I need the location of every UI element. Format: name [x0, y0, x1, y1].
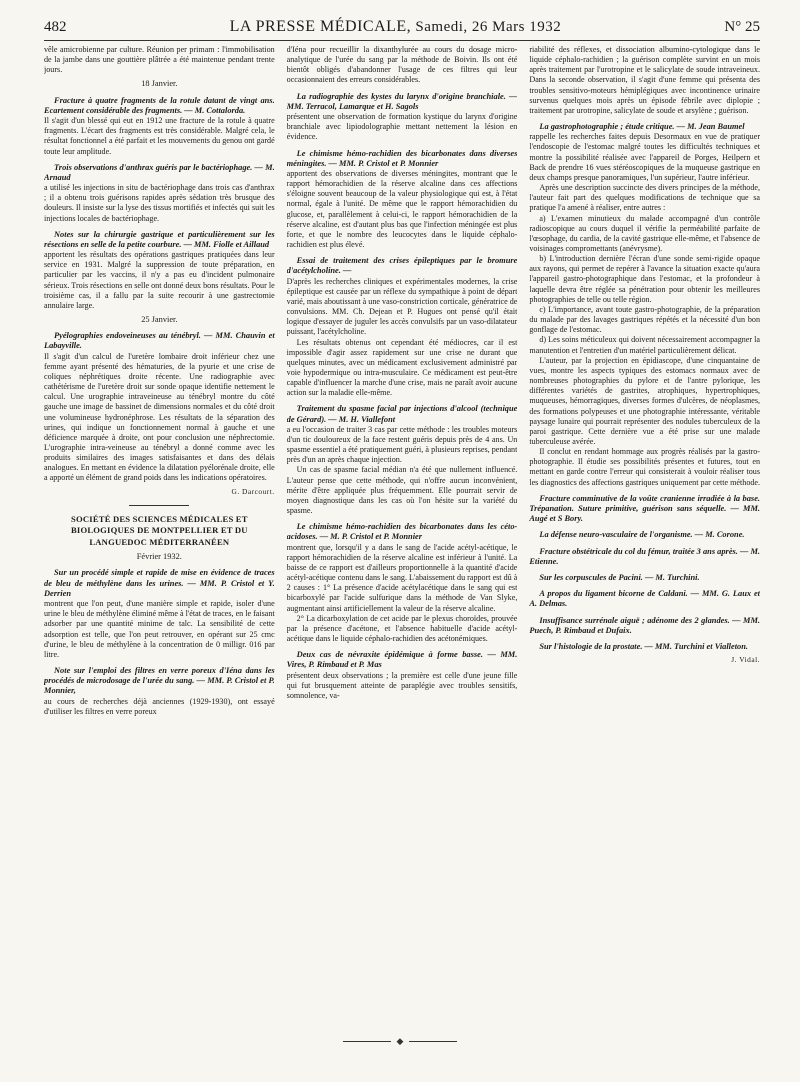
article-body: Après une description succincte des divers principes de la méthode, l'auteur fait part des quelques modifications de technique que sa pratique l'a amené à réaliser, entre autres : — [529, 183, 761, 213]
article-title: Fracture obstétricale du col du fémur, traitée 3 ans après. — M. Etienne. — [529, 546, 761, 566]
article-title: La défense neuro-vasculaire de l'organisme. — M. Corone. — [539, 530, 745, 540]
article — [44, 331, 275, 483]
article-title: Sur l'histologie de la prostate. — MM. Turchini et Vialleton. — [539, 642, 748, 651]
article-title: Fracture comminutive de la voûte cranienne irradiée à la base. Trépanation. Suture primitive, guérison sans séquelle. — MM. Augé et S Bory. — [529, 493, 761, 524]
article-title: Pyélographies endoveineuses au ténébryl. — MM. Chauvin et Labayville. — [44, 331, 275, 351]
article-body: rappelle les recherches faites depuis Desormaux en vue de pratiquer l'endoscopie de l'estomac malgré toutes les difficultés techniques et montre la possibilité réalisée avec l'appareil de Porges, Heilpern et Back de prendre 16 vues stéréoscopiques de la muqueuse gastrique en deux champs presque panoramiques, l'un supérieur, l'autre inférieur. — [529, 132, 761, 182]
article-body: L'auteur, par la projection en épidiascope, d'une cinquantaine de vues, montre les aspects typiques des estomacs normaux avec de nombreuses photographies du pylore et de l'antre pylorique, les différentes variétés de gastrites, atrophiques, hypertrophiques, muqueuses, hémorragiques, diverses formes d'ulcères, de néoplasmes, des formations polypeuses et une photographie intéressante, véritable paysage lunaire qui pourrait représenter des nodules tuberculeux de la paroi gastrique. Cette dernière vue a été prise sur une malade tuberculeuse avérée. — [529, 355, 761, 446]
article — [287, 149, 518, 251]
article-body: Un cas de spasme facial médian n'a été que nullement influencé. L'auteur pense que cette méthode, qui n'offre aucun inconvénient, mérite d'être appliquée plus fréquemment. Elle pourrait servir de moyen diagnostique dans les cas où l'on hésite sur la variété du spasme. — [286, 465, 518, 516]
author-signature: J. Vidal. — [731, 655, 761, 665]
ornament-icon: ◆ — [396, 1036, 404, 1046]
article-title: Sur un procédé simple et rapide de mise en évidence de traces de bleu de méthylène dans les urines. — MM. P. Cristol et Y. Derrien — [44, 568, 275, 598]
article — [287, 650, 518, 701]
column-1 — [44, 45, 275, 1055]
section-divider — [129, 505, 189, 506]
list-item: d) Les soins méticuleux qui doivent nécessairement accompagner la manutention et l'entretien d'un matériel particulièrement délicat. — [529, 335, 761, 355]
article — [287, 92, 518, 143]
issue-date: Samedi, 26 Mars 1932 — [415, 19, 562, 35]
session-date: Février 1932. — [136, 552, 182, 562]
article-title: Note sur l'emploi des filtres en verre poreux d'Iéna dans les procédés de microdosage de l'urée du sang. — MM. P. Cristol et P. Monnier, — [44, 665, 275, 696]
paragraph: vêle amicrobienne par culture. Réunion per primam : l'immobilisation de la jambe dans une gouttière plâtrée a été maintenue pendant trente jours. — [44, 45, 275, 75]
author-signature: G. Darcourt. — [231, 486, 275, 496]
divider-line — [343, 1041, 391, 1042]
article — [44, 96, 275, 157]
page-header — [44, 18, 760, 41]
article-title: La gastrophotographie ; étude critique. — M. Jean Baumel — [539, 122, 745, 132]
text-columns — [44, 45, 760, 1055]
article-title: Essai de traitement des crises épileptiques par le bromure d'acétylcholine. — — [286, 256, 518, 276]
article — [44, 568, 275, 660]
article-body: Les résultats obtenus ont cependant été médiocres, car il est impossible d'agir assez rapidement sur une crise ne durant que quelques minutes, avec un médicament exclusivement administré par voie hypodermique ou intra-musculaire. Ce médicament est peut-être capable d'influencer la marche d'une crise, mais ne paraît avoir aucune action sur la maladie elle-même. — [286, 337, 518, 398]
article-body: a eu l'occasion de traiter 3 cas par cette méthode : les troubles moteurs d'un tic douloureux de la face restent guéris depuis près de 4 ans. Un spasme essentiel a été pratiquement guéri, à plusieurs reprises, pendant près d'un an après chaque injection. — [286, 424, 518, 465]
article — [287, 404, 518, 516]
article-body: D'après les recherches cliniques et expérimentales modernes, la crise épileptique est causée par un réflexe du sympathique à point de départ varié, mais aboutissant à une vaso-constriction corticale, génératrice de convulsions. MM. Ch. Dejean et P. Hugues ont pensé qu'il était logique d'essayer de juguler les accès convulsifs par un vaso-dilatateur puissant, l'acétylcholine. — [286, 276, 518, 337]
article-title: Trois observations d'anthrax guéris par le bactériophage. — M. Arnaud — [44, 162, 275, 182]
column-3 — [529, 45, 760, 1055]
end-of-section-mark — [0, 1036, 800, 1047]
article-title: Sur les corpuscules de Pacini. — M. Turchini. — [539, 572, 700, 582]
article — [529, 122, 760, 488]
journal-masthead — [230, 18, 562, 36]
article-body: apportent les résultats des opérations gastriques pratiquées dans leur service en 1931. Malgré la suppression de toute préparation, en particulier par les vaccins, il n'y a pas eu d'incident pulmonaire sérieux. Trois résections en selle ont donné deux bons résultats. Pour le troisième cas, il a fallu par la suite recourir à une gastrectomie annulaire large. — [44, 250, 275, 310]
divider-line — [409, 1041, 457, 1042]
journal-name: LA PRESSE MÉDICALE, — [229, 18, 412, 35]
article — [44, 666, 275, 717]
issue-number: N° 25 — [724, 19, 760, 35]
article-body: a utilisé les injections in situ de bactériophage dans trois cas d'anthrax ; il a obtenu trois guérisons rapides après sédation très brusque des douleurs. Il insiste sur la lyse des tissus mortifiés et infectés qui suit les injections locales de bactériophage. — [44, 183, 275, 223]
article-title: La radiographie des kystes du larynx d'origine branchiale. — MM. Terracol, Lamarque et H. Sagols — [286, 91, 518, 111]
list-item: b) L'introduction dernière l'écran d'une sonde semi-rigide opaque aux rayons, qui permet de repérer à l'avance la situation exacte qu'aura l'appareil gastro-photographique dans l'estomac, et la profondeur à laquelle devra être réglée sa pénétration pour obtenir les meilleures photographies de telle ou telle région. — [529, 254, 761, 304]
article-title: Le chimisme hémo-rachidien des bicarbonates dans les céto-acidoses. — M. P. Cristol et P. Monnier — [286, 522, 518, 542]
article-title: Deux cas de névraxite épidémique à forme basse. — MM. Vires, P. Rimbaud et P. Mas — [286, 650, 518, 670]
article — [287, 256, 518, 398]
session-date: 18 Janvier. — [141, 79, 178, 89]
article-title: A propos du ligament bicorne de Caldani. — MM. G. Laux et A. Delmas. — [529, 589, 761, 609]
article-title: Le chimisme hémo-rachidien des bicarbonates dans diverses méningites. — MM. P. Cristol et P. Monnier — [286, 148, 518, 168]
paragraph: d'Iéna pour recueillir la dixanthylurée au cours du dosage micro-analytique de l'urée du sang par la méthode de Boivin. Ils ont été bientôt obligés d'abandonner l'usage de ces filtres qui leur occasionnaient des erreurs considérables. — [286, 45, 518, 85]
page-number: 482 — [44, 19, 67, 35]
article — [44, 163, 275, 224]
article-body: présentent une observation de formation kystique du larynx d'origine branchiale avec lipiodolographie mettant nettement la lésion en évidence. — [286, 112, 518, 142]
paragraph: riabilité des réflexes, et dissociation albumino-cytologique dans le liquide céphalo-rachidien ; la guérison complète survint en un mois après traitement par l'urotropine et le salicylate de soude intraveineux. Dans la seconde observation, il s'agit d'une femme qui présenta des troubles sensitivo-moteurs hémiplégiques avec incontinence urinaire survenus quelques mois après un épisode fébrile avec diplopie ; traitement par urotropine, salicylate de soude et arsylène ; guérison. — [529, 45, 761, 115]
article-title: Traitement du spasme facial par injections d'alcool (technique de Gérard). — M. H. Viallefont — [286, 404, 518, 424]
article-body: Il s'agit d'un calcul de l'uretère lombaire droit inférieur chez une femme ayant présenté des hématuries, de la pyurie et une crise de coliques néphrétiques droite récente. Une radiographie avec cathétérisme de l'uretère droit sur sonde opaque identifie nettement le calcul. Une urographie intraveineuse au ténébryl montre du côté gauche une image de bassinet de dimensions normales et du côté droit une volumineuse hydronéphrose. Les résultats de la séparation des urines, qui indique un fonctionnement normal à gauche et une déficience marquée à droite, ont pour conclusion une néphrectomie. L'urographie intra-veineuse au ténébryl a donné comme avec les produits similaires des images satisfaisantes et dans des délais analogues. En mettant en évidence la dilatation pyélorénale droite, elle a apporté un élément de grand poids dans les indications opératoires. — [44, 351, 275, 483]
article-title: Notes sur la chirurgie gastrique et particulièrement sur les résections en selle de la petite courbure. — MM. Fiolle et Aillaud — [44, 229, 275, 249]
article-body: montrent que, lorsqu'il y a dans le sang de l'acide acétyl-acétique, le rapport hémorachidien de la réserve alcaline est inférieur à l'unité. La baisse de ce rapport est d'ailleurs proportionnelle à la quantité d'acide acétyl-acétique contenu dans le sang. L'abaissement du rapport est dû à 2 causes : 1° La présence d'acide acétylacétique dans le sang qui est bicarboxylé par l'acide sulfurique dans la méthode de Van Slyke, augmentant ainsi artificiellement la valeur de la réserve alcaline. — [286, 542, 518, 613]
article — [44, 230, 275, 311]
article-title: Insuffisance surrénale aiguë ; adénome des 2 glandes. — MM. Puech, P. Rimbaud et Dufaix. — [529, 615, 761, 635]
article-body: Il s'agit d'un blessé qui eut en 1912 une fracture de la rotule à quatre fragments. L'écart des fragments est très considérable. Malgré cela, le résultat fonctionnel a été parfait et les mouvements du genou ont gardé toute leur amplitude. — [44, 116, 275, 156]
article-body: Il conclut en rendant hommage aux progrès réalisés par la gastro-photographie. Il étudie ses possibilités présentes et futures, tout en mettant en garde contre l'erreur qui consisterait à vouloir réaliser tous les diagnostics des affections gastriques uniquement par cette méthode. — [529, 447, 761, 487]
society-heading: SOCIÉTÉ DES SCIENCES MÉDICALES ET BIOLOGIQUES DE MONTPELLIER ET DU LANGUEDOC MÉDITERRANÉEN — [70, 513, 248, 547]
list-item: c) L'importance, avant toute gastro-photographie, de la préparation du malade par des lavages gastriques répétés et la nécessité d'un bon gonflage de l'estomac. — [529, 304, 761, 335]
article-body: 2° La dicarboxylation de cet acide par le plexus choroïdes, prouvée par la présence d'acétone, et l'absence habituelle d'acide acétyl-acétique dans le liquide céphalo-rachidien des acétonémiques. — [286, 613, 518, 644]
session-date: 25 Janvier. — [141, 315, 178, 325]
article-title: Fracture à quatre fragments de la rotule datant de vingt ans. Ecartement considérable des fragments. — M. Cottalorda. — [44, 95, 275, 115]
article-body: présentent deux observations ; la première est celle d'une jeune fille qui fut brusquement atteinte de paraplégie avec troubles sensitifs, somnolence, va- — [286, 670, 518, 700]
article-body: montrent que l'on peut, d'une manière simple et rapide, isoler d'une urine le bleu de méthylène éliminé même à l'état de traces, en le faisant adsorber par une quantité minime de talc. La sensibilité de cette adsorption est telle, que l'on peut retrouver, en opérant sur 25 cmc d'urine, le bleu de méthylène à la concentration de 0 milligr. 016 par litre. — [44, 599, 275, 659]
article-body: au cours de recherches déjà anciennes (1929-1930), ont essayé d'utiliser les filtres en verre poreux — [44, 696, 275, 716]
column-2 — [287, 45, 518, 1055]
list-item: a) L'examen minutieux du malade accompagné d'un contrôle radioscopique au cours duquel il vérifie la perméabilité parfaite de l'œsophage, du cardia, de la cavité gastrique elle-même, et l'absence de voisinages compromettants (anévrysme). — [529, 213, 761, 254]
article — [287, 522, 518, 644]
article-body: apportent des observations de diverses méningites, montrant que le rapport hémorachidien de la réserve alcaline dans ces affections s'éloigne souvent beaucoup de la valeur physiologique qui est, à l'état normal, égale à l'unité. De même que le rapport hémorachidien du glucose, et, parallèlement à celui-ci, le rapport hémorachidien de la réserve alcaline, est d'autant plus bas que l'infection méningée est plus forte, et que le nombre des leucocytes dans le liquide céphalo-rachidien est plus élevé. — [286, 168, 518, 249]
